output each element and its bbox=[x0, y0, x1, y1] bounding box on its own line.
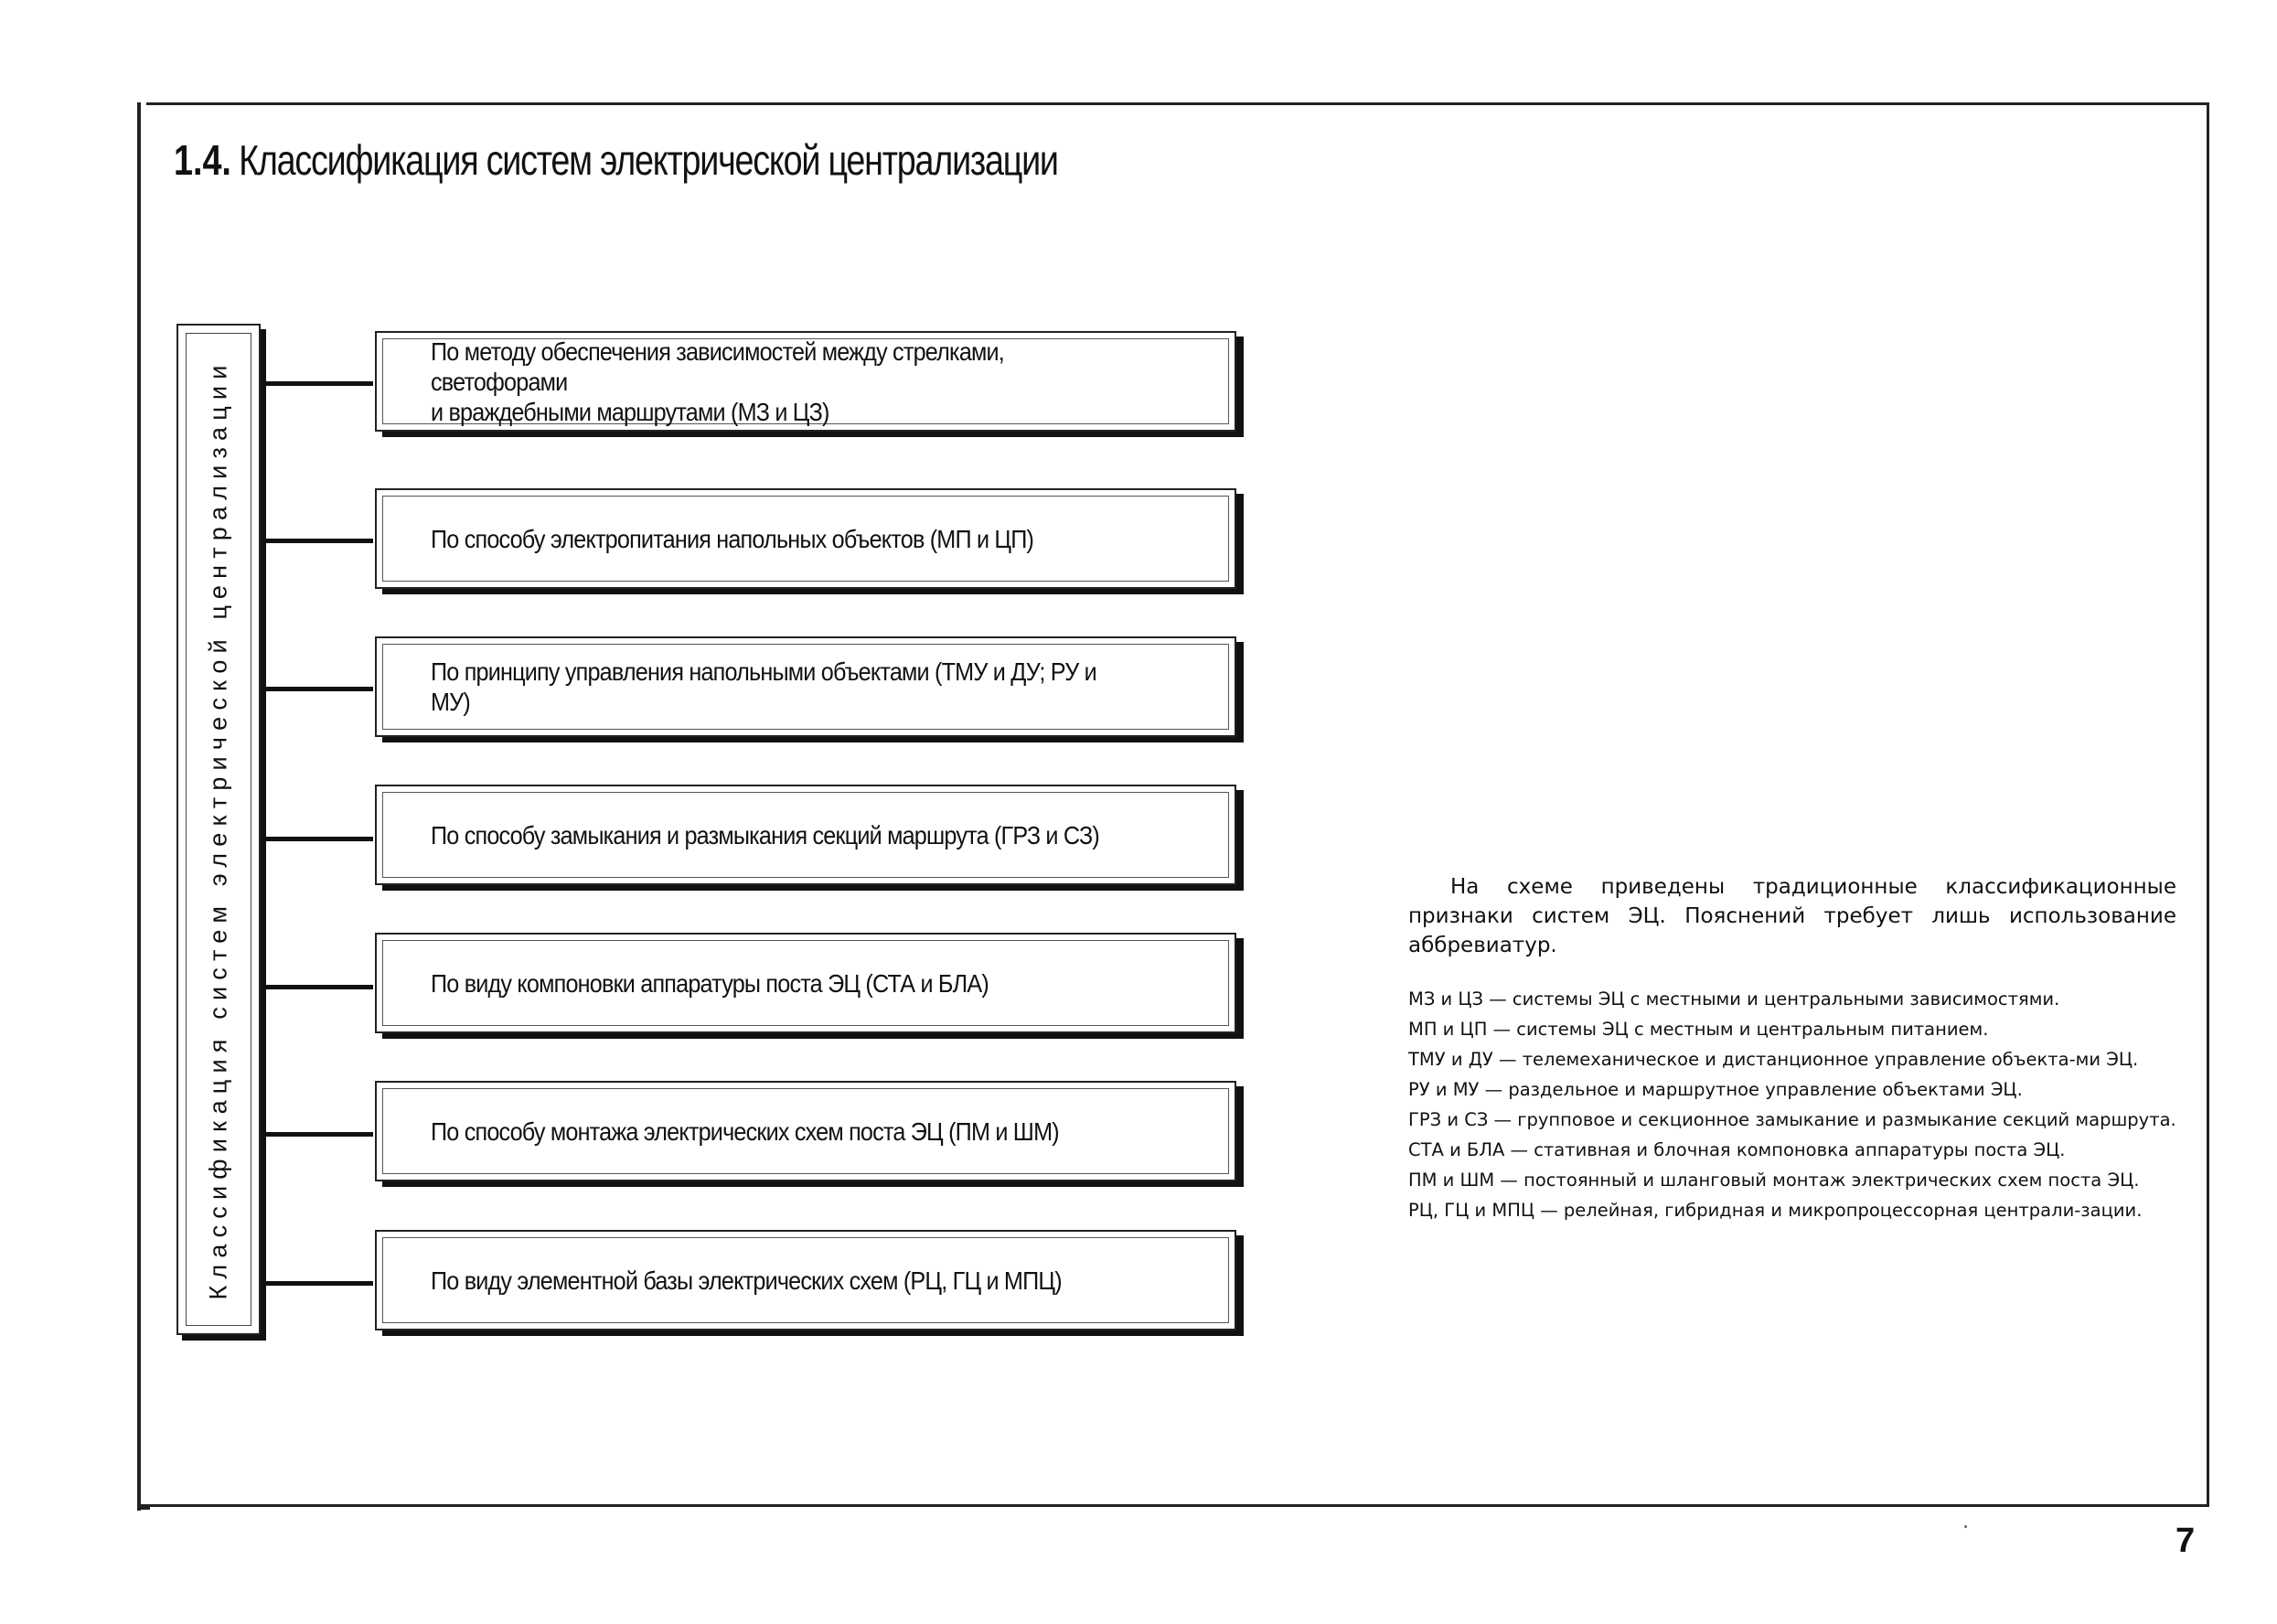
section-title bbox=[174, 135, 1058, 185]
abbreviation-item: РЦ, ГЦ и МПЦ — релейная, гибридная и микропроцессорная централи-зации. bbox=[1408, 1200, 2143, 1221]
explanatory-notes bbox=[1408, 872, 2176, 1227]
branch-connector-line bbox=[266, 1132, 373, 1137]
category-text: По способу монтажа электрических схем поста ЭЦ (ПМ и ШМ) bbox=[431, 1116, 1059, 1146]
category-text: По способу замыкания и размыкания секций маршрута (ГРЗ и СЗ) bbox=[431, 820, 1099, 849]
branch-connector-line bbox=[266, 985, 373, 989]
classification-root-label: Классификация систем электрической централизации bbox=[204, 358, 232, 1300]
abbreviation-item: ТМУ и ДУ — телемеханическое и дистанционное управление объекта-ми ЭЦ. bbox=[1408, 1049, 2139, 1070]
category-box bbox=[375, 636, 1236, 737]
abbreviation-item: ГРЗ и СЗ — групповое и секционное замыкание и размыкание секций маршрута. bbox=[1408, 1109, 2176, 1130]
notes-intro: На схеме приведены традиционные классификационные признаки систем ЭЦ. Пояснений требует лишь использование аббревиатур. bbox=[1408, 875, 2176, 957]
branch-connector-line bbox=[266, 381, 373, 386]
category-box bbox=[375, 1230, 1236, 1330]
abbreviation-item: РУ и МУ — раздельное и маршрутное управление объектами ЭЦ. bbox=[1408, 1079, 2023, 1100]
branch-connector-line bbox=[266, 1281, 373, 1286]
abbreviation-item: МП и ЦП — системы ЭЦ с местным и центральным питанием. bbox=[1408, 1019, 1989, 1040]
category-box bbox=[375, 785, 1236, 885]
frame-top-rule bbox=[146, 102, 2208, 105]
category-text: По способу электропитания напольных объектов (МП и ЦП) bbox=[431, 524, 1034, 553]
category-text: По виду элементной базы электрических схем (РЦ, ГЦ и МПЦ) bbox=[431, 1266, 1062, 1295]
frame-left-rule bbox=[137, 102, 141, 1511]
category-text: По методу обеспечения зависимостей между стрелками, светофорами и враждебными маршрутами (МЗ и ЦЗ) bbox=[431, 337, 1005, 426]
section-number: 1.4. bbox=[174, 136, 231, 184]
branch-connector-line bbox=[266, 837, 373, 841]
frame-right-rule bbox=[2207, 102, 2209, 1506]
category-box bbox=[375, 331, 1236, 432]
frame-bottom-rule bbox=[137, 1504, 2209, 1507]
category-box bbox=[375, 1081, 1236, 1181]
branch-connector-line bbox=[266, 687, 373, 691]
section-title-text: Классификация систем электрической централизации bbox=[239, 136, 1058, 184]
frame-corner-mark bbox=[137, 1504, 150, 1510]
classification-root-box bbox=[176, 324, 261, 1335]
category-box bbox=[375, 488, 1236, 589]
category-text: По принципу управления напольными объектами (ТМУ и ДУ; РУ и МУ) bbox=[431, 657, 1096, 716]
abbreviation-item: МЗ и ЦЗ — системы ЭЦ с местными и центральными зависимостями. bbox=[1408, 988, 2060, 1010]
abbreviation-item: ПМ и ШМ — постоянный и шланговый монтаж электрических схем поста ЭЦ. bbox=[1408, 1170, 2140, 1191]
category-box bbox=[375, 933, 1236, 1033]
page-number: 7 bbox=[2175, 1522, 2196, 1560]
scan-speck bbox=[1964, 1525, 1967, 1528]
abbreviation-item: СТА и БЛА — стативная и блочная компоновка аппаратуры поста ЭЦ. bbox=[1408, 1139, 2066, 1160]
branch-connector-line bbox=[266, 539, 373, 543]
category-text: По виду компоновки аппаратуры поста ЭЦ (СТА и БЛА) bbox=[431, 968, 989, 998]
